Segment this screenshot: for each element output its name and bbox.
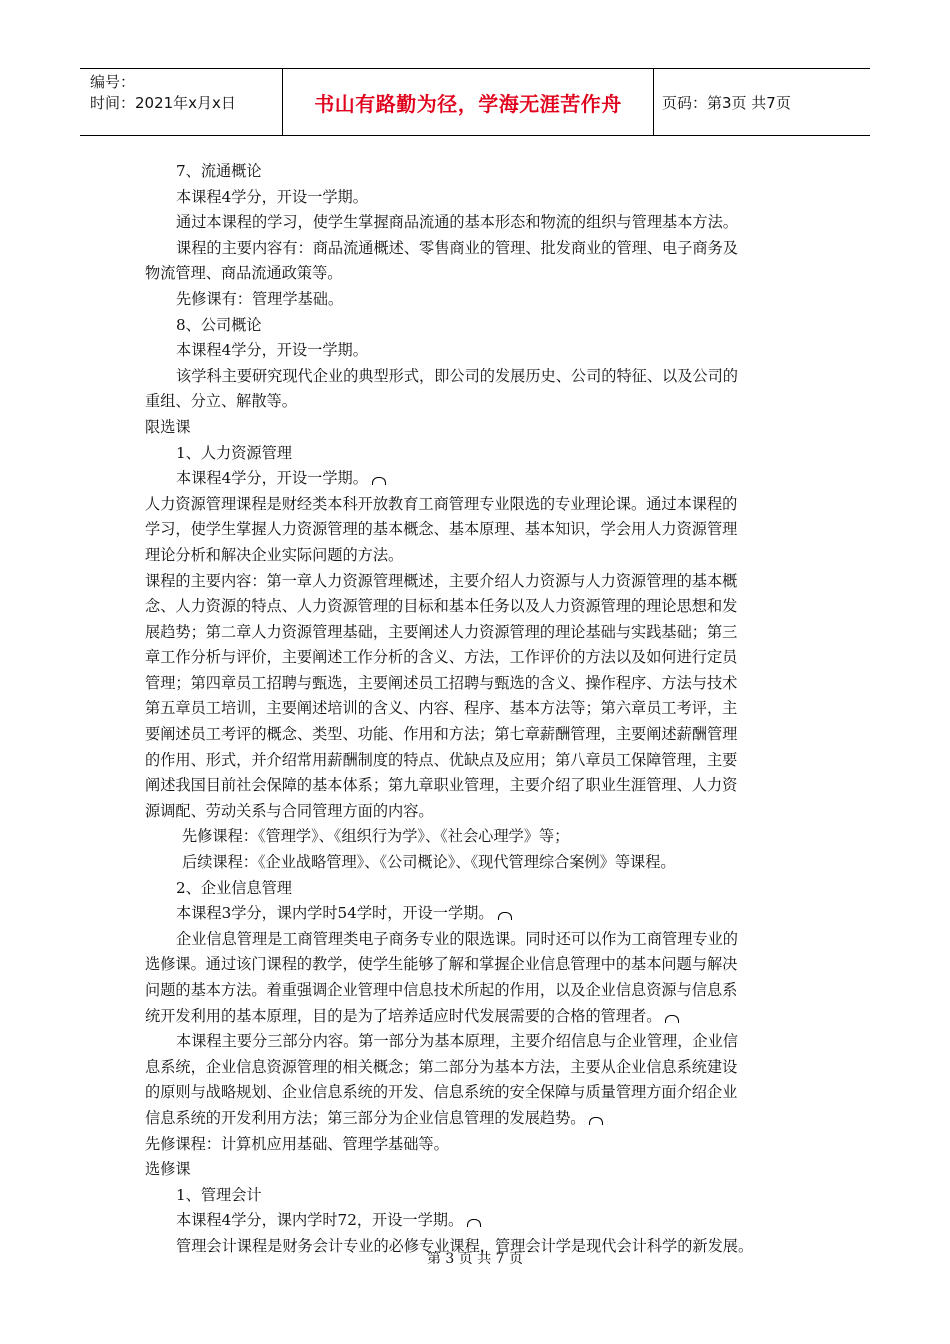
number-label: 编号：	[90, 73, 136, 91]
text-span: 本课程4学分，课内学时72，开设一学期。	[176, 1211, 464, 1230]
edit-mark-icon	[467, 1219, 481, 1227]
text-line	[145, 466, 815, 492]
text-line: 人力资源管理课程是财经类本科开放教育工商管理专业限选的专业理论课。通过本课程的	[145, 494, 738, 513]
text-span: 信息系统的开发利用方法；第三部分为企业信息管理的发展趋势。	[145, 1108, 586, 1127]
document-body	[145, 159, 815, 1260]
text-line: 学习，使学生掌握人力资源管理的基本概念、基本原理、基本知识，学会用人力资源管理	[145, 520, 738, 539]
text-line: 念、人力资源的特点、人力资源管理的目标和基本任务以及人力资源管理的理论思想和发	[145, 597, 738, 616]
text-line: 本课程4学分，开设一学期。	[176, 187, 368, 206]
text-line: 问题的基本方法。着重强调企业管理中信息技术所起的作用，以及企业信息资源与信息系	[145, 981, 738, 999]
section-heading: 1、管理会计	[176, 1185, 262, 1204]
text-line: 本课程4学分，开设一学期。	[176, 341, 368, 360]
section-heading: 2、企业信息管理	[176, 878, 292, 897]
text-line	[145, 1208, 815, 1234]
text-line: 先修课程：计算机应用基础、管理学基础等。	[145, 1134, 449, 1153]
page-footer: 第 3 页 共 7 页	[426, 1251, 524, 1267]
text-span: 本课程3学分，课内学时54学时，开设一学期。	[176, 904, 494, 923]
edit-mark-icon	[498, 912, 512, 920]
motto: 书山有路勤为径，学海无涯苦作舟	[283, 69, 654, 135]
text-line: 课程的主要内容：第一章人力资源管理概述，主要介绍人力资源与人力资源管理的基本概	[145, 571, 738, 590]
edit-mark-icon	[665, 1015, 679, 1023]
text-line: 的作用、形式，并介绍常用薪酬制度的特点、优缺点及应用；第八章员工保障管理，主要	[145, 750, 738, 769]
text-line: 先修课程：《管理学》、《组织行为学》、《社会心理学》等；	[182, 827, 570, 846]
text-line: 源调配、劳动关系与合同管理方面的内容。	[145, 801, 434, 820]
text-line	[145, 901, 815, 927]
text-span: 统开发利用的基本原理，目的是为了培养适应时代发展需要的合格的管理者。	[145, 1006, 662, 1025]
text-line: 管理；第四章员工招聘与甄选，主要阐述员工招聘与甄选的含义、操作程序、方法与技术	[145, 673, 738, 692]
section-heading: 7、流通概论	[176, 162, 262, 180]
category-heading: 限选课	[145, 417, 191, 436]
text-line: 息系统，企业信息资源管理的相关概念；第二部分为基本方法，主要从企业信息系统建设	[145, 1057, 738, 1076]
text-line	[145, 1004, 815, 1030]
section-heading: 1、人力资源管理	[176, 443, 292, 462]
text-line: 企业信息管理是工商管理类电子商务专业的限选课。同时还可以作为工商管理专业的	[176, 929, 738, 948]
page-header	[80, 68, 870, 136]
text-line: 先修课有：管理学基础。	[176, 289, 344, 308]
text-span: 本课程4学分，开设一学期。	[176, 469, 368, 488]
section-heading: 8、公司概论	[176, 315, 262, 334]
text-line: 的原则与战略规划、企业信息系统的开发、信息系统的安全保障与质量管理方面介绍企业	[145, 1083, 738, 1102]
text-line: 本课程主要分三部分内容。第一部分为基本原理，主要介绍信息与企业管理，企业信	[176, 1032, 738, 1051]
text-line: 课程的主要内容有：商品流通概述、零售商业的管理、批发商业的管理、电子商务及	[176, 238, 738, 257]
text-line: 理论分析和解决企业实际问题的方法。	[145, 545, 404, 564]
text-line: 选修课。通过该门课程的教学，使学生能够了解和掌握企业信息管理中的基本问题与解决	[145, 955, 738, 974]
text-line: 展趋势；第二章人力资源管理基础，主要阐述人力资源管理的理论基础与实践基础；第三	[145, 622, 738, 641]
category-heading: 选修课	[145, 1160, 191, 1179]
text-line	[145, 1106, 815, 1132]
text-line: 后续课程：《企业战略管理》、《公司概论》、《现代管理综合案例》等课程。	[182, 853, 676, 872]
time-label: 时间：2021年x月x日	[90, 94, 236, 112]
text-line: 第五章员工培训，主要阐述培训的含义、内容、程序、基本方法等；第六章员工考评，主	[145, 699, 738, 718]
text-line: 阐述我国目前社会保障的基本体系；第九章职业管理，主要介绍了职业生涯管理、人力资	[145, 776, 738, 795]
header-left-cell	[80, 69, 283, 135]
edit-mark-icon	[372, 477, 386, 485]
text-line: 该学科主要研究现代企业的典型形式，即公司的发展历史、公司的特征、以及公司的	[176, 366, 738, 385]
text-line: 章工作分析与评价，主要阐述工作分析的含义、方法，工作评价的方法以及如何进行定员	[145, 648, 738, 667]
text-line: 管理会计课程是财务会计专业的必修专业课程，管理会计学是现代会计科学的新发展。	[176, 1236, 754, 1255]
edit-mark-icon	[589, 1117, 603, 1125]
text-line: 要阐述员工考评的概念、类型、功能、作用和方法；第七章薪酬管理，主要阐述薪酬管理	[145, 725, 738, 744]
text-line: 通过本课程的学习，使学生掌握商品流通的基本形态和物流的组织与管理基本方法。	[176, 213, 738, 232]
page-number-label: 页码：第3页 共7页	[662, 93, 791, 112]
text-line: 物流管理、商品流通政策等。	[145, 264, 343, 283]
text-line: 重组、分立、解散等。	[145, 392, 297, 411]
